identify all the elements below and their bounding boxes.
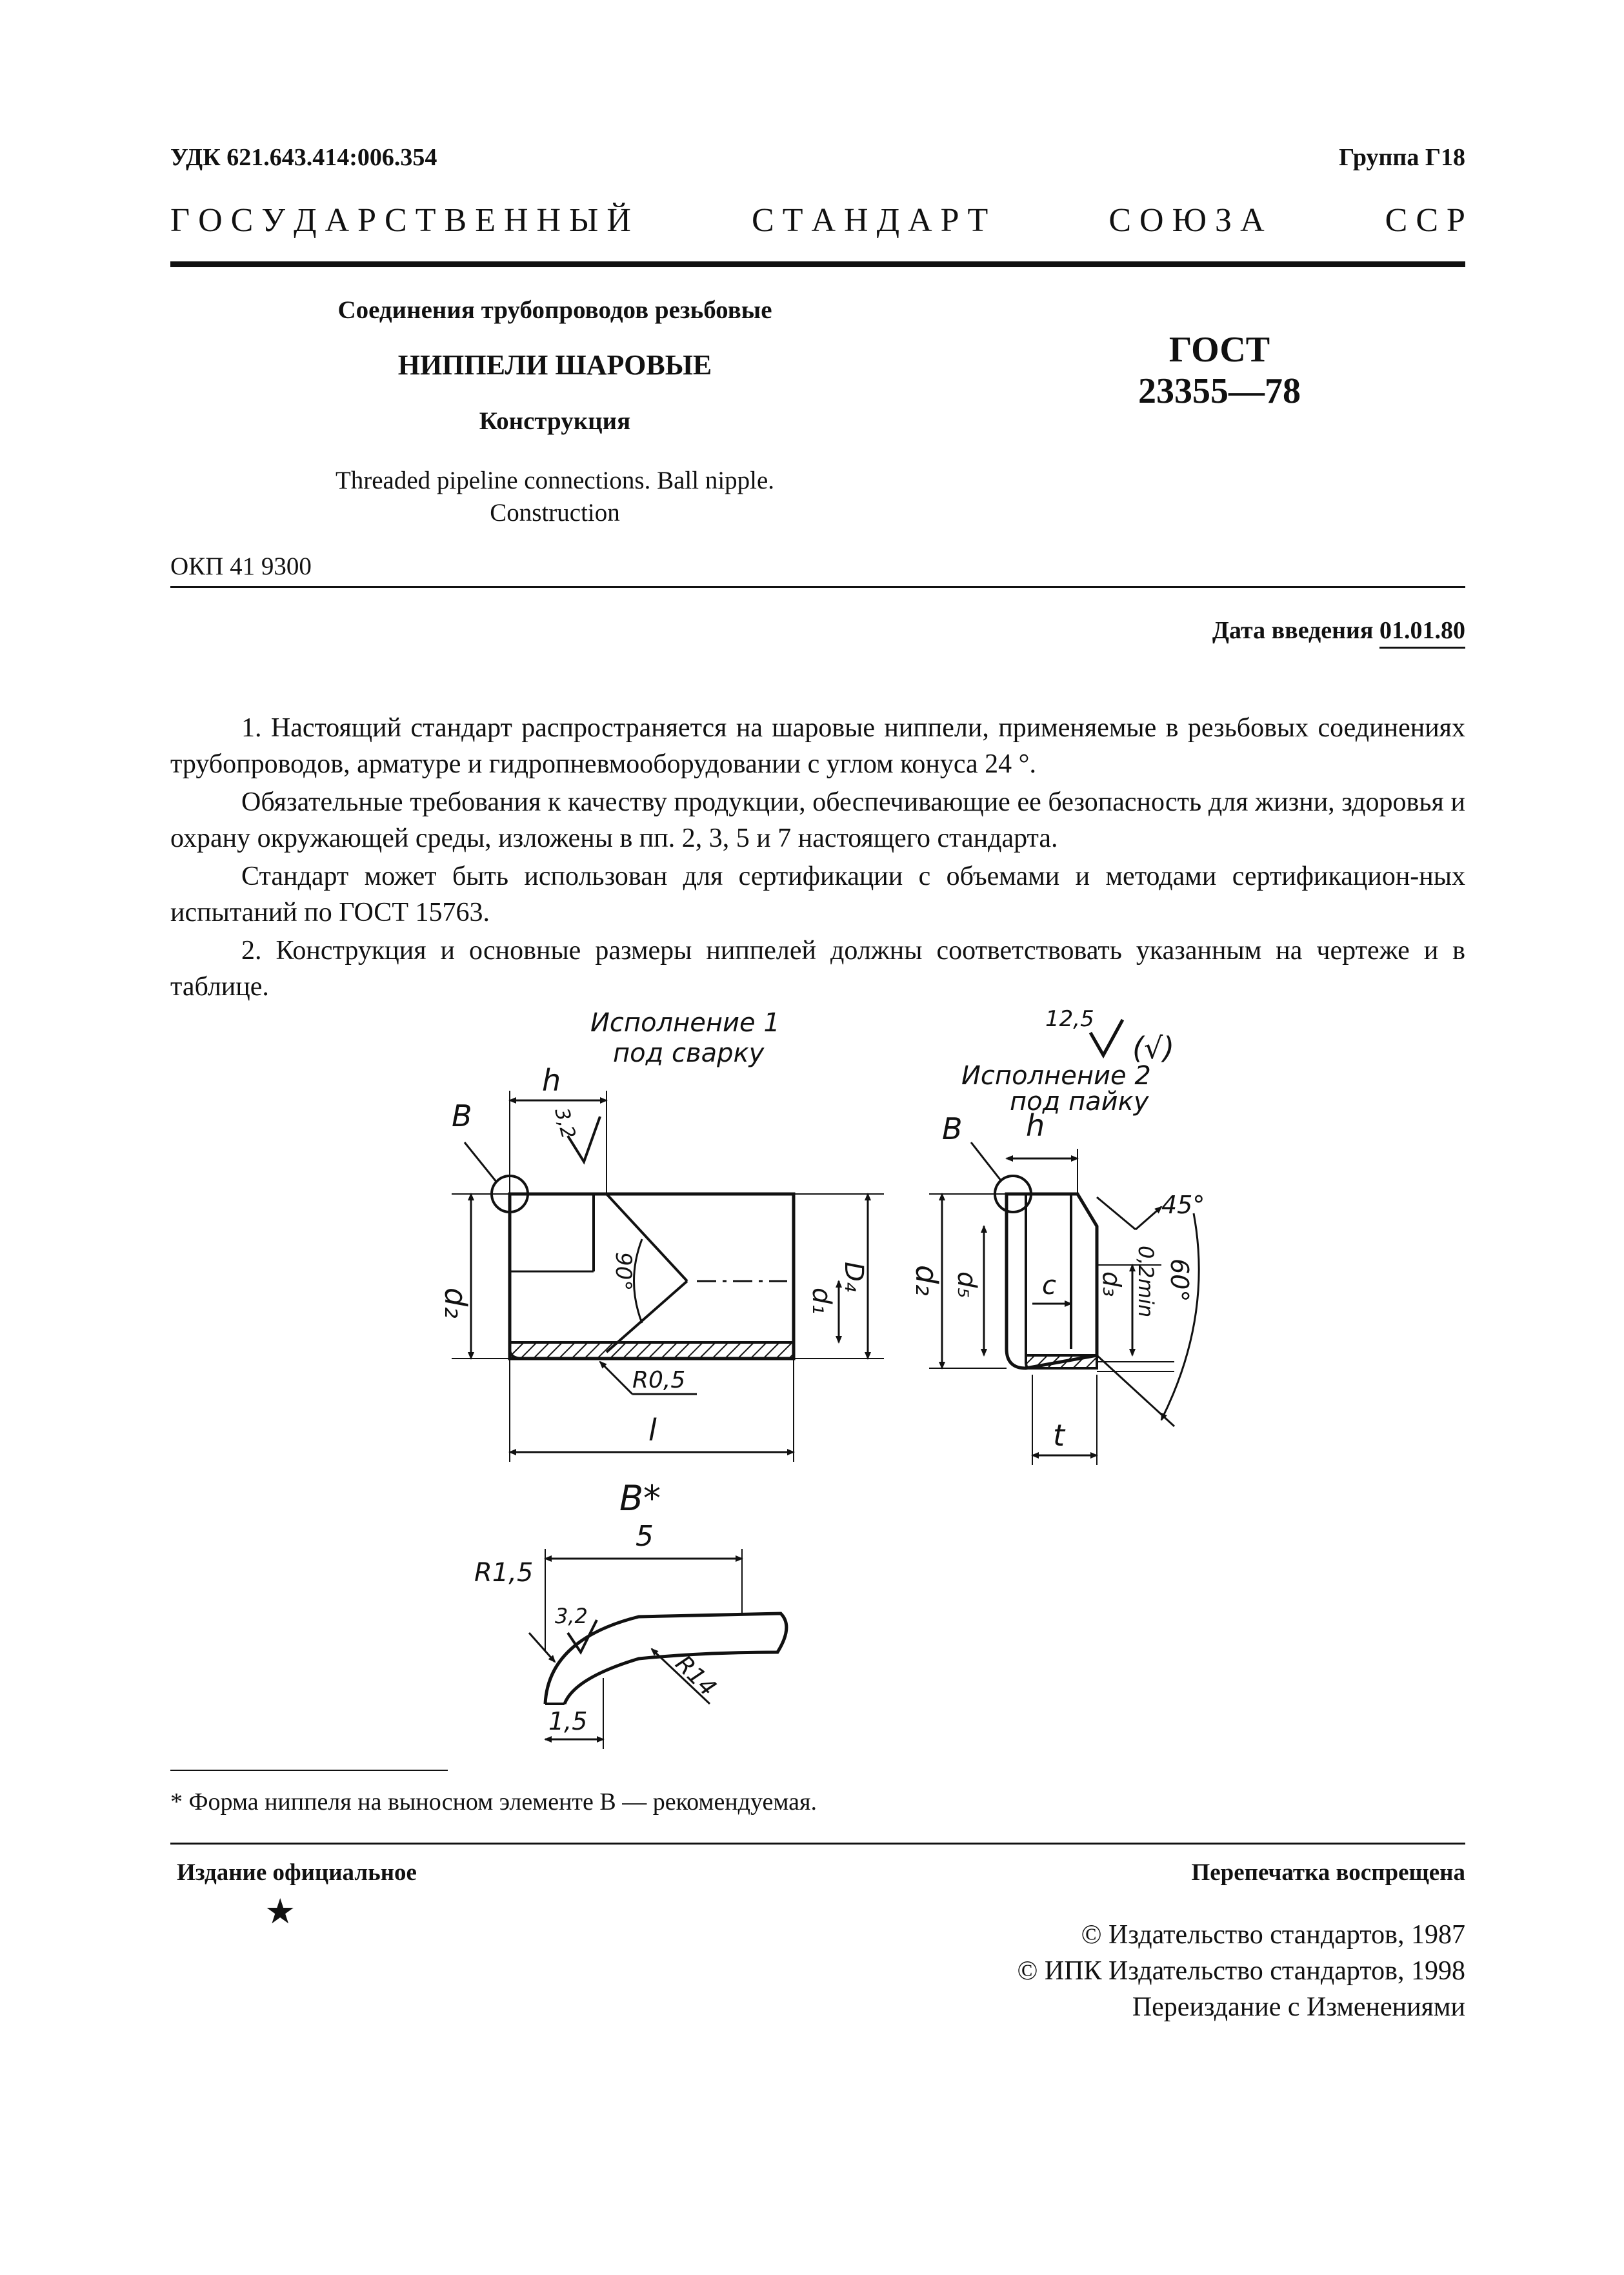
gost-number: 23355—78 (1138, 371, 1301, 411)
title-line-3: Конструкция (479, 407, 631, 435)
gost-label: ГОСТ (1168, 330, 1270, 370)
v1-label-h: h (542, 1063, 561, 1098)
variant-1-body-outline (510, 1194, 794, 1359)
v2-label-t: t (1053, 1418, 1065, 1453)
state-word-3: С О Ю З А (1108, 202, 1265, 239)
v1-label-l: l (648, 1413, 657, 1448)
title-line-1: Соединения трубопроводов резьбовые (337, 296, 772, 324)
v1-label-b: B (452, 1098, 472, 1133)
variant-2-wall-section (1026, 1355, 1097, 1368)
official-edition: Издание официальное (177, 1859, 417, 1886)
detail-label-r14: R14 (670, 1650, 721, 1702)
detail-b-title: B* (619, 1478, 661, 1519)
footnote: * Форма ниппеля на выносном элементе В — рекомендуемая. (170, 1788, 817, 1815)
v2-label-45: 45° (1161, 1191, 1205, 1219)
copyright-2: © ИПК Издательство стандартов, 1998 (1017, 1956, 1465, 1986)
v2-label-d5: d₅ (952, 1271, 981, 1299)
group-code: Группа Г18 (1339, 144, 1465, 171)
state-word-4: С С Р (1385, 202, 1465, 239)
date-label: Дата введения (1212, 617, 1379, 644)
roughness-value: 12,5 (1045, 1006, 1094, 1032)
footnote-rule (170, 1770, 448, 1771)
reissue-note: Переиздание с Изменениями (1132, 1992, 1465, 2022)
title-line-2: НИППЕЛИ ШАРОВЫЕ (397, 349, 712, 381)
v1-label-90: 90° (610, 1252, 636, 1291)
detail-label-5: 5 (636, 1520, 654, 1553)
copyright-1: © Издательство стандартов, 1987 (1081, 1920, 1465, 1950)
detail-label-15: 1,5 (548, 1707, 588, 1735)
v1-label-r05: R0,5 (632, 1367, 686, 1393)
okp-code: ОКП 41 9300 (170, 552, 312, 580)
v2-label-60: 60° (1165, 1259, 1194, 1302)
star-icon: ★ (265, 1892, 296, 1931)
v2-label-h: h (1026, 1108, 1045, 1143)
paragraph-2: Обязательные требования к качеству продукции, обеспечивающие ее безопасность для жизни, здоровья и охрану окружающей среды, изложены в пп. 2, 3, 5 и 7 настоящего стандарта. (170, 787, 1465, 853)
v1-label-d1: d₁ (807, 1288, 836, 1315)
v1-label-32: 3,2 (550, 1106, 580, 1142)
paragraph-4: 2. Конструкция и основные размеры ниппелей должны соответствовать указанным на чертеже и в таблице. (170, 936, 1465, 1002)
reprint-notice: Перепечатка воспрещена (1191, 1859, 1465, 1886)
copyright-block (1017, 1917, 1465, 2025)
english-title-line-2: Construction (490, 499, 620, 527)
v2-caption-2: под пайку (1010, 1087, 1149, 1117)
v2-label-c: c (1042, 1271, 1056, 1300)
v1-label-d4: D₄ (839, 1262, 868, 1292)
footer-rule (170, 1843, 1465, 1845)
v2-label-02min: 0,2min (1134, 1246, 1158, 1318)
detail-label-r15: R1,5 (474, 1558, 534, 1588)
paragraph-1: 1. Настоящий стандарт распространяется на шаровые ниппели, применяемые в резьбовых соединениях трубопроводов, арматуре и гидропневмооборудовании с углом конуса 24 °. (170, 713, 1465, 779)
v1-caption-1: Исполнение 1 (590, 1008, 780, 1038)
detail-label-32: 3,2 (555, 1604, 588, 1628)
v2-caption-1: Исполнение 2 (961, 1061, 1151, 1091)
roughness-paren: (√) (1132, 1031, 1175, 1066)
udk-code: УДК 621.643.414:006.354 (170, 144, 437, 171)
english-title-line-1: Threaded pipeline connections. Ball nipple. (335, 467, 775, 494)
v2-label-d2: d₂ (909, 1265, 944, 1296)
v2-label-b: B (942, 1111, 963, 1146)
v1-caption-2: под сварку (613, 1038, 765, 1068)
date-value: 01.01.80 (1379, 617, 1465, 649)
variant-1-wall-section (510, 1342, 794, 1359)
variant-1-view (452, 1091, 884, 1462)
v2-label-d3: d₃ (1098, 1271, 1126, 1297)
state-word-1: Г О С У Д А Р С Т В Е Н Н Ы Й (170, 202, 631, 239)
state-word-2: С Т А Н Д А Р Т (752, 202, 988, 239)
v1-label-d2: d₂ (438, 1288, 473, 1319)
paragraph-3: Стандарт может быть использован для сертификации с объемами и методами сертификацион-ных испытаний по ГОСТ 15763. (170, 862, 1465, 927)
